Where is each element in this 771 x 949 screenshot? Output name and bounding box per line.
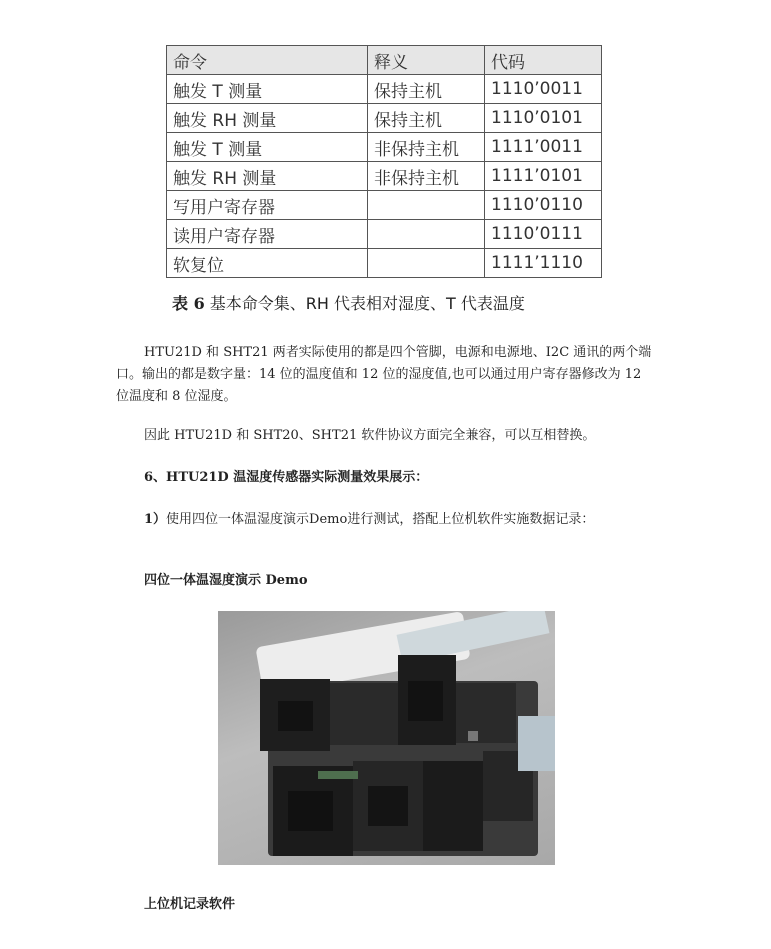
section-heading: 6、HTU21D 温湿度传感器实际测量效果展示： — [144, 470, 429, 485]
table-row — [167, 220, 602, 249]
table-row — [167, 75, 602, 104]
table-cell: 1110’0111 — [485, 220, 602, 249]
table-cell: 写用户寄存器 — [167, 191, 368, 220]
table-cell: 触发 T 测量 — [167, 75, 368, 104]
table-caption-label: 表 6 — [172, 294, 205, 313]
table-cell: 1111’0101 — [485, 162, 602, 191]
table-cell: 1111’0011 — [485, 133, 602, 162]
table-header-row — [167, 46, 602, 75]
table-row — [167, 249, 602, 278]
step-text: 使用四位一体温湿度演示Demo进行测试，搭配上位机软件实施数据记录： — [166, 512, 595, 527]
table-cell: 非保持主机 — [368, 162, 485, 191]
paragraph-interchangeable: 因此 HTU21D 和 SHT20、SHT21 软件协议方面完全兼容，可以互相替换。 — [144, 428, 596, 443]
table-cell: 读用户寄存器 — [167, 220, 368, 249]
table-cell: 触发 T 测量 — [167, 133, 368, 162]
software-title: 上位机记录软件 — [144, 897, 236, 912]
table-cell: 触发 RH 测量 — [167, 162, 368, 191]
header-cell-meaning: 释义 — [368, 46, 485, 75]
table-cell: 非保持主机 — [368, 133, 485, 162]
step-number: 1） — [144, 512, 167, 527]
table-cell — [368, 249, 485, 278]
table-cell: 1111’1110 — [485, 249, 602, 278]
table-cell: 保持主机 — [368, 75, 485, 104]
paragraph-compatibility: HTU21D 和 SHT21 两者实际使用的都是四个管脚，电源和电源地、I2C 通讯的两个端口。输出的都是数字量：14 位的温度值和 12 位的湿度值,也可以通过用户寄存器修改为 12 位温度和 8 位湿度。 — [116, 345, 652, 404]
table-row — [167, 162, 602, 191]
table-row — [167, 133, 602, 162]
command-table — [166, 45, 602, 278]
header-cell-command: 命令 — [167, 46, 368, 75]
table-cell: 1110’0011 — [485, 75, 602, 104]
table-caption — [172, 291, 525, 314]
table-cell: 保持主机 — [368, 104, 485, 133]
step-1 — [144, 508, 594, 527]
table-cell — [368, 191, 485, 220]
demo-title: 四位一体温湿度演示 Demo — [144, 573, 308, 588]
table-caption-text: 基本命令集、RH 代表相对湿度、T 代表温度 — [204, 294, 525, 313]
table-cell: 软复位 — [167, 249, 368, 278]
demo-board-illustration — [218, 611, 555, 865]
table-row — [167, 104, 602, 133]
table-cell: 1110’0101 — [485, 104, 602, 133]
header-cell-code: 代码 — [485, 46, 602, 75]
table-cell: 1110’0110 — [485, 191, 602, 220]
table-row — [167, 191, 602, 220]
demo-board-photo — [218, 611, 555, 865]
table-cell: 触发 RH 测量 — [167, 104, 368, 133]
table-cell — [368, 220, 485, 249]
